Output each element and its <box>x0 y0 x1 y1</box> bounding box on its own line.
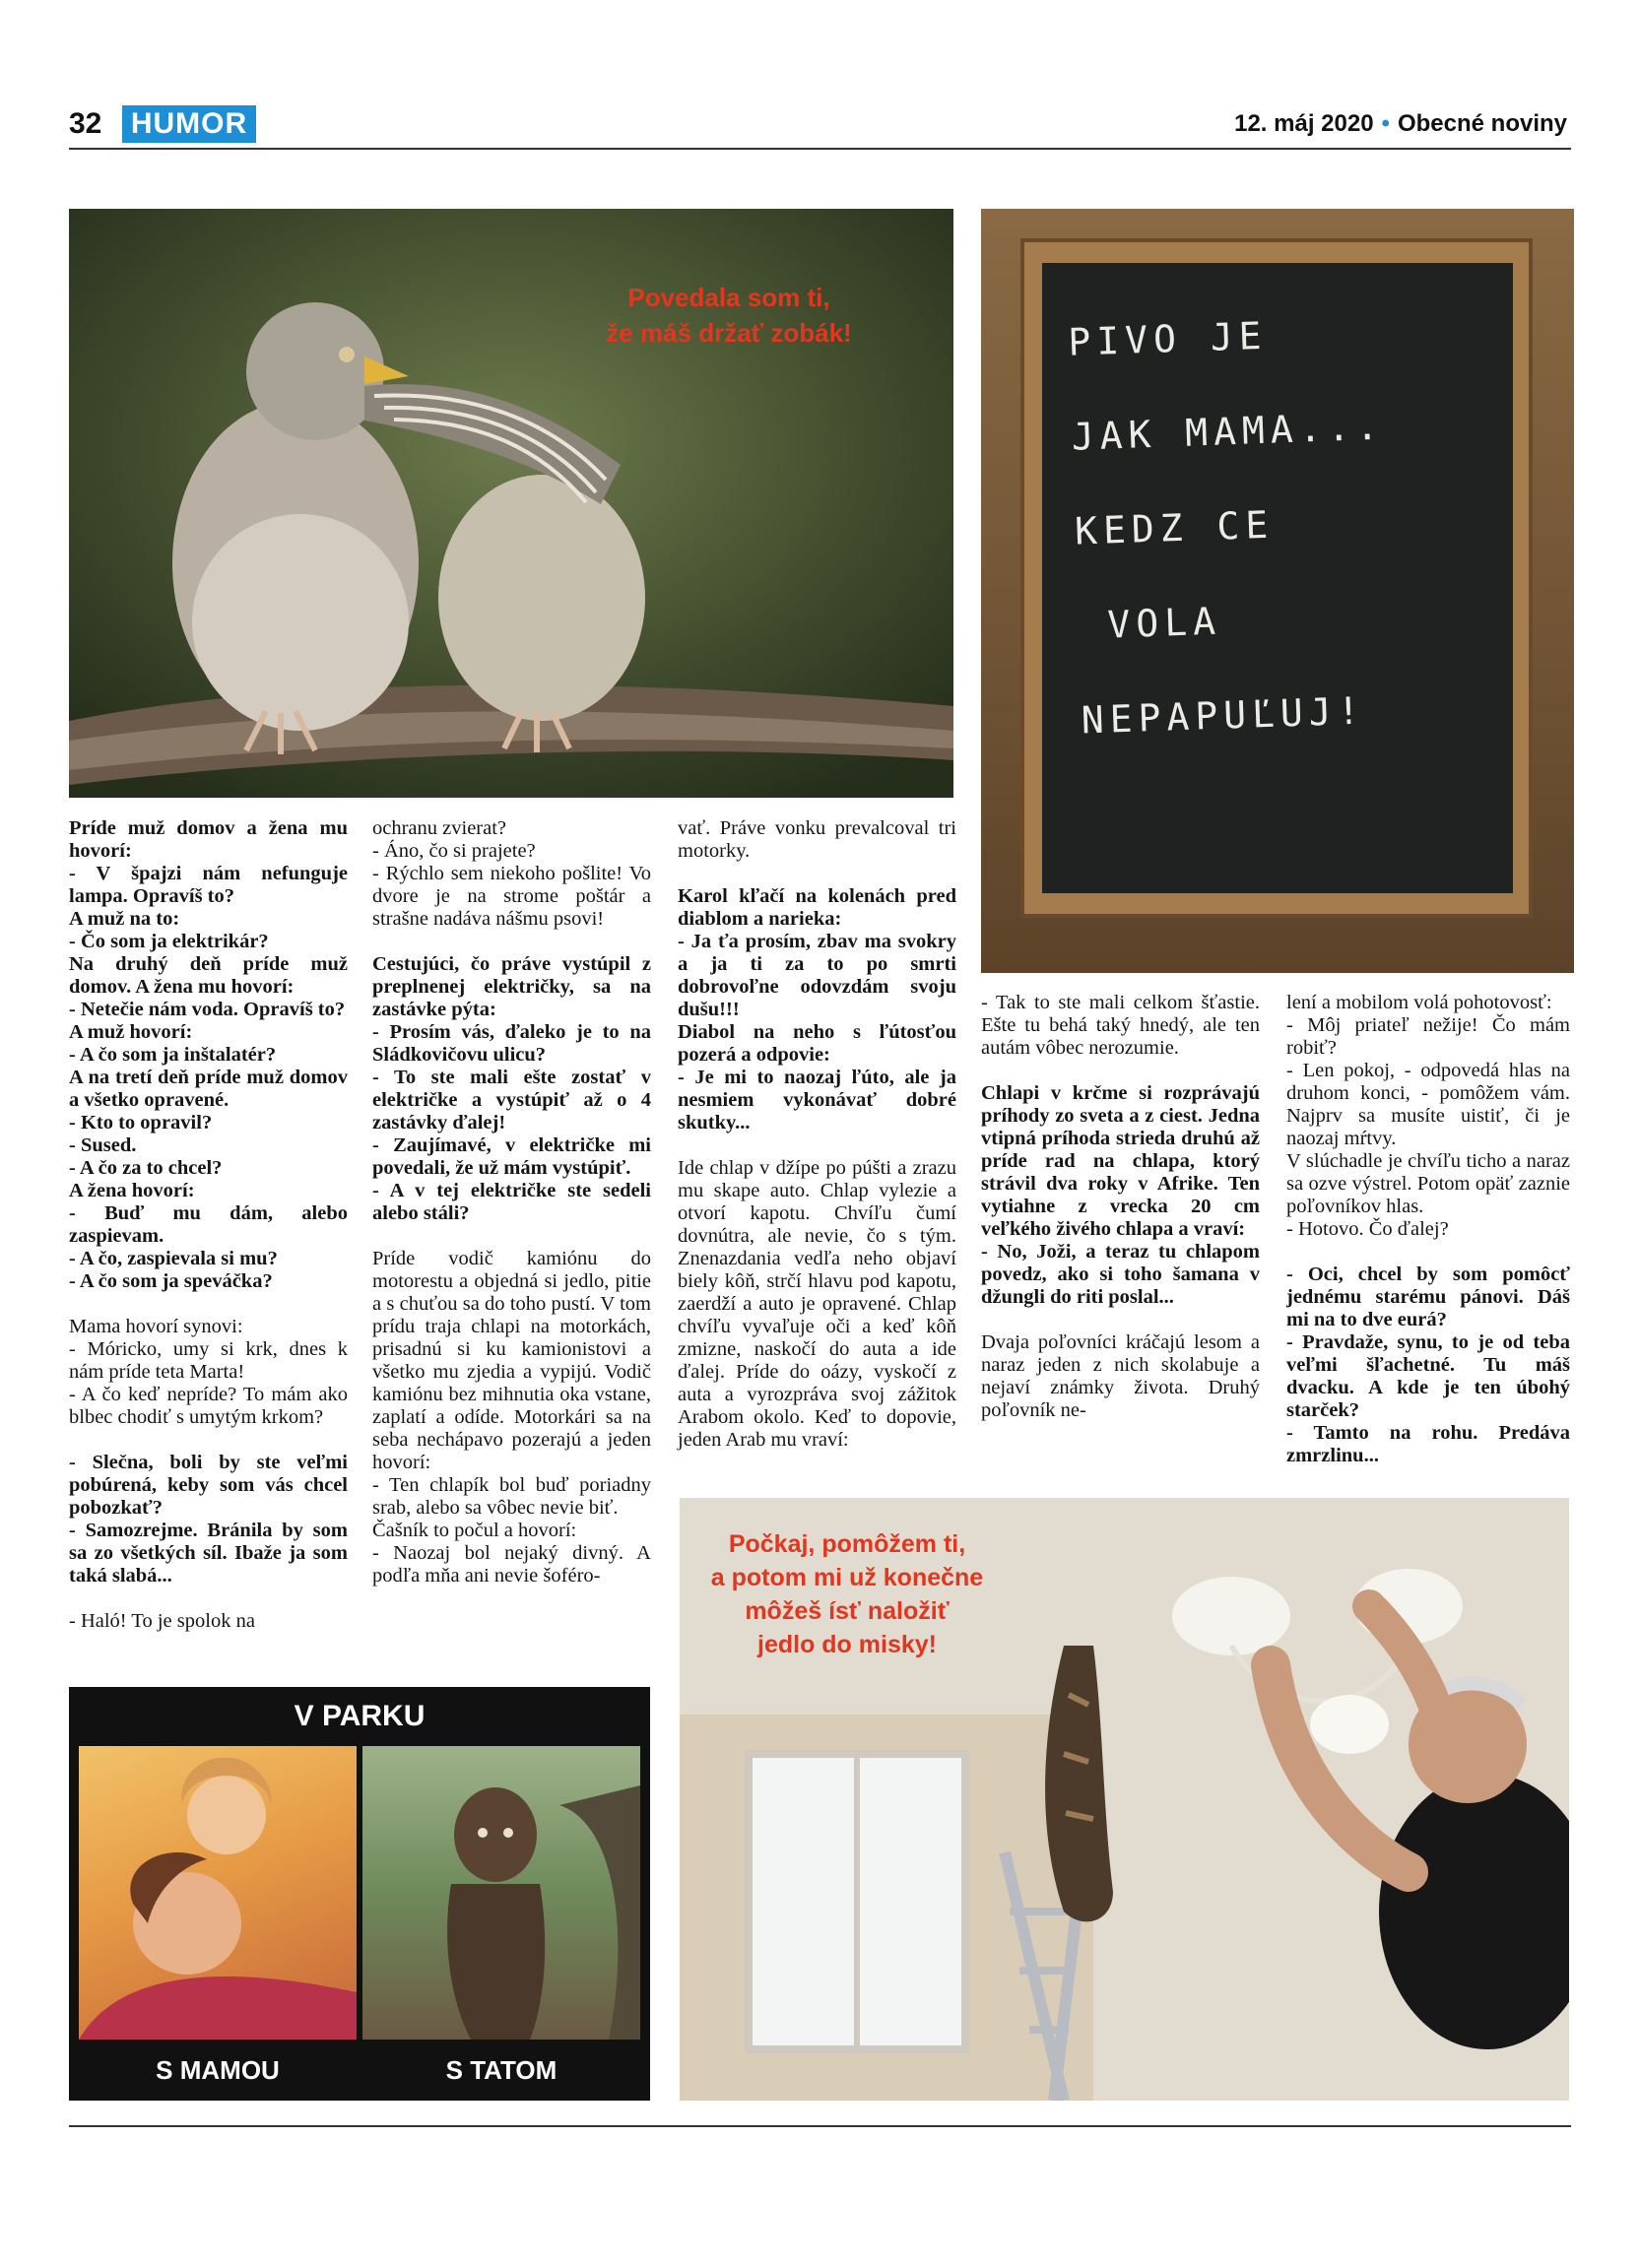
joke-line: ochranu zvierat? <box>372 817 507 839</box>
muddy-child-illustration <box>362 1746 640 2040</box>
cat-caption <box>699 1527 995 1661</box>
joke-line: - Môj priateľ nežije! Čo mám robiť? <box>1286 1014 1570 1059</box>
birds-caption-line: Povedala som ti, <box>627 283 830 312</box>
header-dateline <box>1234 110 1567 138</box>
cat-caption-line: môžeš ísť naložiť <box>745 1597 950 1625</box>
joke-line: - A čo keď nepríde? To mám ako blbec chodiť s umytým krkom? <box>69 1384 348 1428</box>
joke-line: - V špajzi nám nefunguje lampa. Opravíš to? <box>69 863 348 907</box>
section-badge: HUMOR <box>122 105 256 143</box>
text-column-2 <box>372 817 651 1610</box>
joke-line: - Móricko, umy si krk, dnes k nám príde teta Marta! <box>69 1338 348 1383</box>
joke-line: - Oci, chcel by som pomôcť jednému starému pánovi. Dáš mi na to dve eurá? <box>1286 1264 1570 1330</box>
joke-line: A muž hovorí: <box>69 1021 193 1043</box>
joke-line: - Netečie nám voda. Opravíš to? <box>69 999 346 1020</box>
joke-line: - Áno, čo si prajete? <box>372 840 536 862</box>
joke-line: - Tamto na rohu. Predáva zmrzlinu... <box>1286 1422 1570 1466</box>
joke-paragraph <box>981 1331 1260 1422</box>
joke-line: - Sused. <box>69 1134 137 1156</box>
header-separator: • <box>1381 110 1390 137</box>
joke-line: - Čo som ja elektrikár? <box>69 931 269 952</box>
cat-lamp-photo <box>680 1498 1569 2101</box>
joke-line: Príde muž domov a žena mu hovorí: <box>69 817 348 862</box>
joke-line: - Tak to ste mali celkom šťastie. Ešte tu behá taký hnedý, ale ten autám vôbec nerozumie. <box>981 992 1260 1059</box>
joke-line: - Ten chlapík bol buď poriadny srab, alebo sa vôbec nevie biť. <box>372 1474 651 1519</box>
issue-date: 12. máj 2020 <box>1234 110 1374 137</box>
birds-caption <box>532 280 926 351</box>
joke-line: Cestujúci, čo práve vystúpil z preplnenej električky, sa na zastávke pýta: <box>372 953 651 1020</box>
joke-paragraph <box>1286 992 1570 1241</box>
park-comparison-panel <box>69 1687 650 2101</box>
park-label-mom: S MAMOU <box>156 2055 280 2085</box>
text-column-1 <box>69 817 348 1655</box>
joke-line: V slúchadle je chvíľu ticho a naraz sa ozve výstrel. Potom opäť zaznie poľovníkov hlas. <box>1286 1150 1570 1217</box>
joke-line: - A čo som ja inštalatér? <box>69 1044 277 1066</box>
joke-line: Príde vodič kamiónu do motorestu a objedná si jedlo, pitie a s chuťou sa do toho pustí. V tom prídu traja chlapi na motorkách, prisadnú si ku kamionistovi a všetko mu zjedia a vypijú. Vodič kamiónu bez mihnutia oka vstane, zaplatí a odíde. Motorkári sa na seba nechápavo pozerajú a jeden hovorí: <box>372 1248 651 1473</box>
chalk-line: VOLA <box>1106 599 1222 647</box>
joke-line: A muž na to: <box>69 908 180 930</box>
joke-line: - A v tej električke ste sedeli alebo stáli? <box>372 1180 651 1224</box>
joke-line: - Samozrejme. Bránila by som sa zo všetkých síl. Ibaže ja som taká slabá... <box>69 1520 348 1587</box>
joke-paragraph <box>981 1082 1260 1309</box>
joke-line: Chlapi v krčme si rozprávajú príhody zo sveta a z ciest. Jedna vtipná príhoda strieda druhú až príde rad na chlapa, ktorý strávil dva roky v Afrike. Ten vytiahne z vrecka 20 cm veľkého živého chlapa a vraví: <box>981 1082 1260 1240</box>
joke-line: - Rýchlo sem niekoho pošlite! Vo dvore je na strome poštár a strašne nadáva nášmu psovi! <box>372 863 651 930</box>
chalk-line: JAK MAMA... <box>1071 404 1386 459</box>
joke-line: A na tretí deň príde muž domov a všetko opravené. <box>69 1067 348 1111</box>
joke-line: Karol kľačí na kolenách pred diablom a narieka: <box>678 885 956 930</box>
joke-line: - To ste mali ešte zostať v električke a vystúpiť až o 4 zastávky ďalej! <box>372 1067 651 1134</box>
joke-line: Diabol na neho s ľútosťou pozerá a odpovie: <box>678 1021 956 1066</box>
publication-name: Obecné noviny <box>1397 110 1567 137</box>
cat-caption-line: Počkaj, pomôžem ti, <box>728 1530 966 1558</box>
joke-line: - Pravdaže, synu, to je od teba veľmi šľachetné. Tu máš dvacku. A kde je ten úbohý starček? <box>1286 1331 1570 1421</box>
joke-line: Mama hovorí synovi: <box>69 1316 243 1337</box>
text-column-3 <box>678 817 956 1474</box>
joke-line: Na druhý deň príde muž domov. A žena mu hovorí: <box>69 953 348 998</box>
joke-line: - Prosím vás, ďaleko je to na Sládkovičovu ulicu? <box>372 1021 651 1066</box>
joke-line: - Ja ťa prosím, zbav ma svokry a ja ti za to po smrti dobrovoľne odovzdám svoju dušu!!! <box>678 931 956 1020</box>
joke-paragraph <box>372 953 651 1225</box>
joke-line: - Hotovo. Čo ďalej? <box>1286 1218 1449 1240</box>
joke-paragraph <box>1286 1264 1570 1467</box>
joke-line: - Haló! To je spolok na <box>69 1610 255 1632</box>
cat-caption-line: jedlo do misky! <box>757 1631 937 1658</box>
joke-paragraph <box>69 1452 348 1588</box>
text-column-5 <box>1286 992 1570 1490</box>
joke-line: - Len pokoj, - odpovedá hlas na druhom konci, - pomôžem vám. Najprv sa musíte uistiť, či je naozaj mŕtvy. <box>1286 1060 1570 1149</box>
cat-caption-line: a potom mi už konečne <box>710 1564 984 1591</box>
joke-line: - Buď mu dám, alebo zaspievam. <box>69 1202 348 1247</box>
page-number: 32 <box>69 107 102 140</box>
joke-line: - Slečna, boli by ste veľmi pobúrená, keby som vás chcel pobozkať? <box>69 1452 348 1519</box>
joke-paragraph <box>69 817 348 1293</box>
park-photo-dad <box>362 1746 640 2040</box>
text-column-4 <box>981 992 1260 1445</box>
joke-line: - Naozaj bol nejaký divný. A podľa mňa ani nevie šoféro- <box>372 1542 651 1587</box>
joke-line: Dvaja poľovníci kráčajú lesom a naraz jeden z nich skolabuje a nejaví známky života. Druhý poľovník ne- <box>981 1331 1260 1421</box>
joke-line: - Zaujímavé, v električke mi povedali, že už mám vystúpiť. <box>372 1134 651 1179</box>
chalkboard-photo <box>981 209 1574 973</box>
joke-line: - Je mi to naozaj ľúto, ale ja nesmiem vykonávať dobré skutky... <box>678 1067 956 1134</box>
joke-line: - A čo, zaspievala si mu? <box>69 1248 278 1269</box>
birds-photo <box>69 209 953 798</box>
joke-paragraph <box>69 1610 348 1633</box>
park-photo-mom <box>79 1746 357 2040</box>
joke-line: - A čo som ja speváčka? <box>69 1270 273 1292</box>
chalkboard-text <box>1067 280 1516 767</box>
joke-line: A žena hovorí: <box>69 1180 195 1201</box>
joke-paragraph <box>981 992 1260 1060</box>
joke-line: - A čo za to chcel? <box>69 1157 223 1179</box>
chalk-line: NEPAPUĽUJ! <box>1081 688 1367 743</box>
header-rule <box>69 148 1571 150</box>
park-label-dad: S TATOM <box>445 2055 558 2085</box>
joke-line: Ide chlap v džípe po púšti a zrazu mu skape auto. Chlap vylezie a otvorí kapotu. Chvíľu čumí dovnútra, ale nevie, čo s tým. Znenazdania vedľa neho objaví biely kôň, strčí hlavu pod kapotu, zaerdží a auto je opravené. Chlap chvíľu vyvaľuje oči a keď kôň zmizne, naskočí do auta a ide ďalej. Príde do oázy, vyskočí z auta a vyrozpráva svoj zážitok Arabom okolo. Keď to dopovie, jeden Arab mu vraví: <box>678 1157 956 1451</box>
joke-paragraph <box>678 817 956 863</box>
mom-child-illustration <box>79 1746 357 2040</box>
joke-paragraph <box>372 817 651 931</box>
joke-line: lení a mobilom volá pohotovosť: <box>1286 992 1552 1013</box>
joke-line: - Kto to opravil? <box>69 1112 213 1134</box>
birds-caption-line: že máš držať zobák! <box>606 318 852 348</box>
joke-paragraph <box>678 1157 956 1452</box>
joke-paragraph <box>678 885 956 1134</box>
footer-rule <box>69 2125 1571 2127</box>
joke-line: - No, Joži, a teraz tu chlapom povedz, ako si toho šamana v džungli do riti poslal... <box>981 1241 1260 1308</box>
joke-paragraph <box>69 1316 348 1429</box>
joke-paragraph <box>372 1248 651 1588</box>
chalk-line: PIVO JE <box>1067 313 1269 364</box>
joke-line: Čašník to počul a hovorí: <box>372 1520 577 1541</box>
chalk-line: KEDZ CE <box>1074 502 1275 553</box>
park-title: V PARKU <box>294 1700 426 1732</box>
joke-line: vať. Práve vonku prevalcoval tri motorky. <box>678 817 956 862</box>
